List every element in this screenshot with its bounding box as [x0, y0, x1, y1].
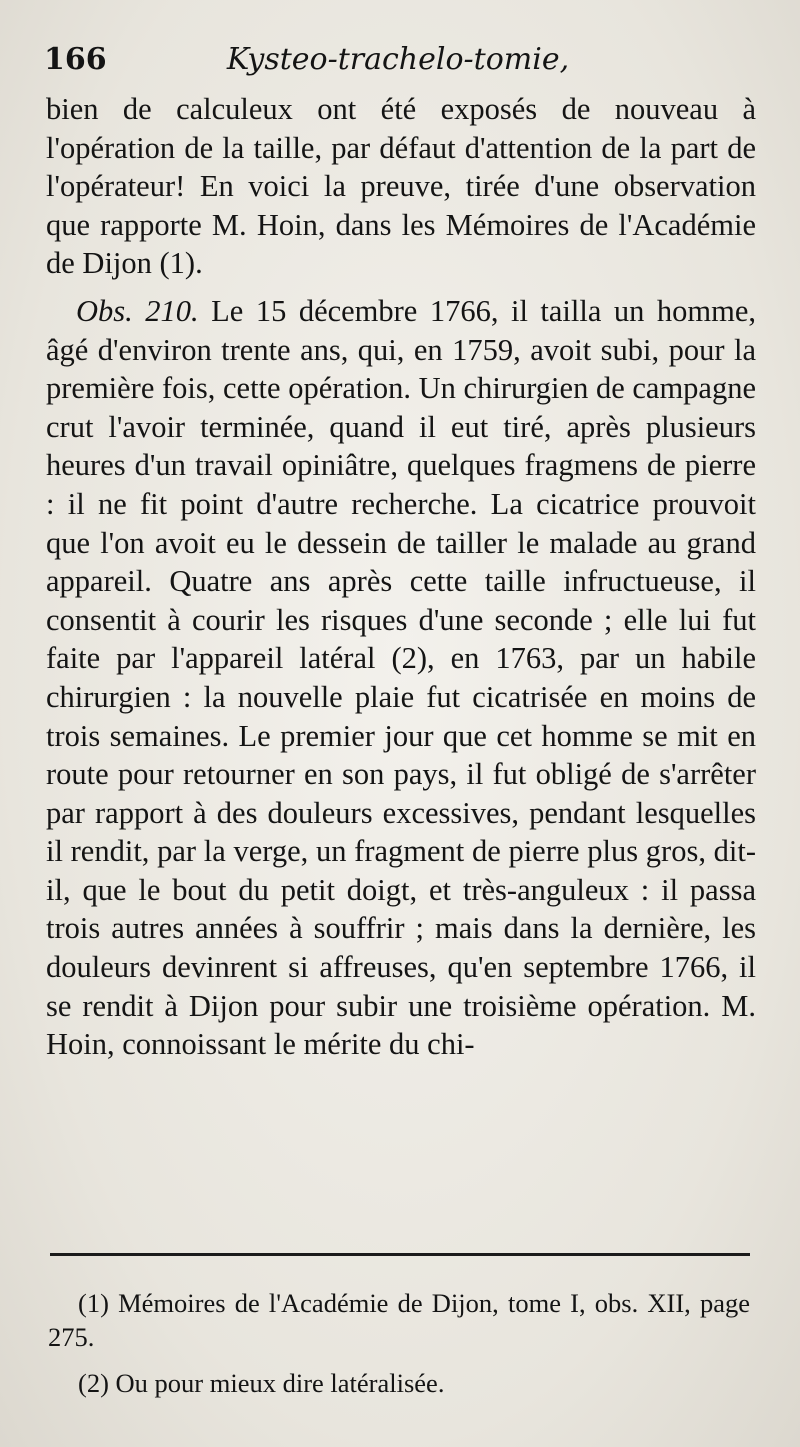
page-header — [44, 40, 752, 90]
footnotes — [48, 1286, 750, 1400]
running-title: Kysteo-trachelo-tomie, — [226, 42, 570, 77]
footnote-divider — [50, 1253, 750, 1256]
footnote-2: (2) Ou pour mieux dire latéralisée. — [78, 1368, 445, 1398]
paragraph-2-text: Le 15 décembre 1766, il tailla un homme, âgé d'environ trente ans, qui, en 1759, avoit subi, pour la première fois, cette opération. Un chirurgien de campagne crut l'avoir terminée, quand il eut tiré, après plusieurs heures d'un travail opiniâtre, quelques fragmens de pierre : il ne fit point d'autre recherche. La cicatrice prouvoit que l'on avoit eu le dessein de tailler le malade au grand appareil. Quatre ans après cette taille infructueuse, il consentit à courir les risques d'une seconde ; elle lui fut faite par l'appareil latéral (2), en 1763, par un habile chirurgien : la nouvelle plaie fut cicatrisée en moins de trois semaines. Le premier jour que cet homme se mit en route pour retourner en son pays, il fut obligé de s'arrêter par rapport à des douleurs excessives, pendant lesquelles il rendit, par la verge, un fragment de pierre plus gros, dit-il, que le bout du petit doigt, et très-anguleux : il passa trois autres années à souffrir ; mais dans la dernière, les douleurs devinrent si affreuses, qu'en septembre 1766, il se rendit à Dijon pour subir une troisième opération. M. Hoin, connoissant le mérite du chi- — [46, 293, 756, 1062]
footnote-1: (1) Mémoires de l'Académie de Dijon, tome I, obs. XII, page 275. — [48, 1288, 750, 1352]
observation-label: Obs. 210. — [76, 293, 199, 328]
paragraph-1: bien de calculeux ont été exposés de nouveau à l'opération de la taille, par défaut d'attention de la part de l'opérateur! En voici la preuve, tirée d'une observation que rapporte M. Hoin, dans les Mémoires de l'Académie de Dijon (1). — [46, 92, 756, 281]
body-text — [46, 90, 756, 1064]
paragraph-2 — [46, 292, 756, 1064]
page-number: 166 — [44, 42, 107, 77]
